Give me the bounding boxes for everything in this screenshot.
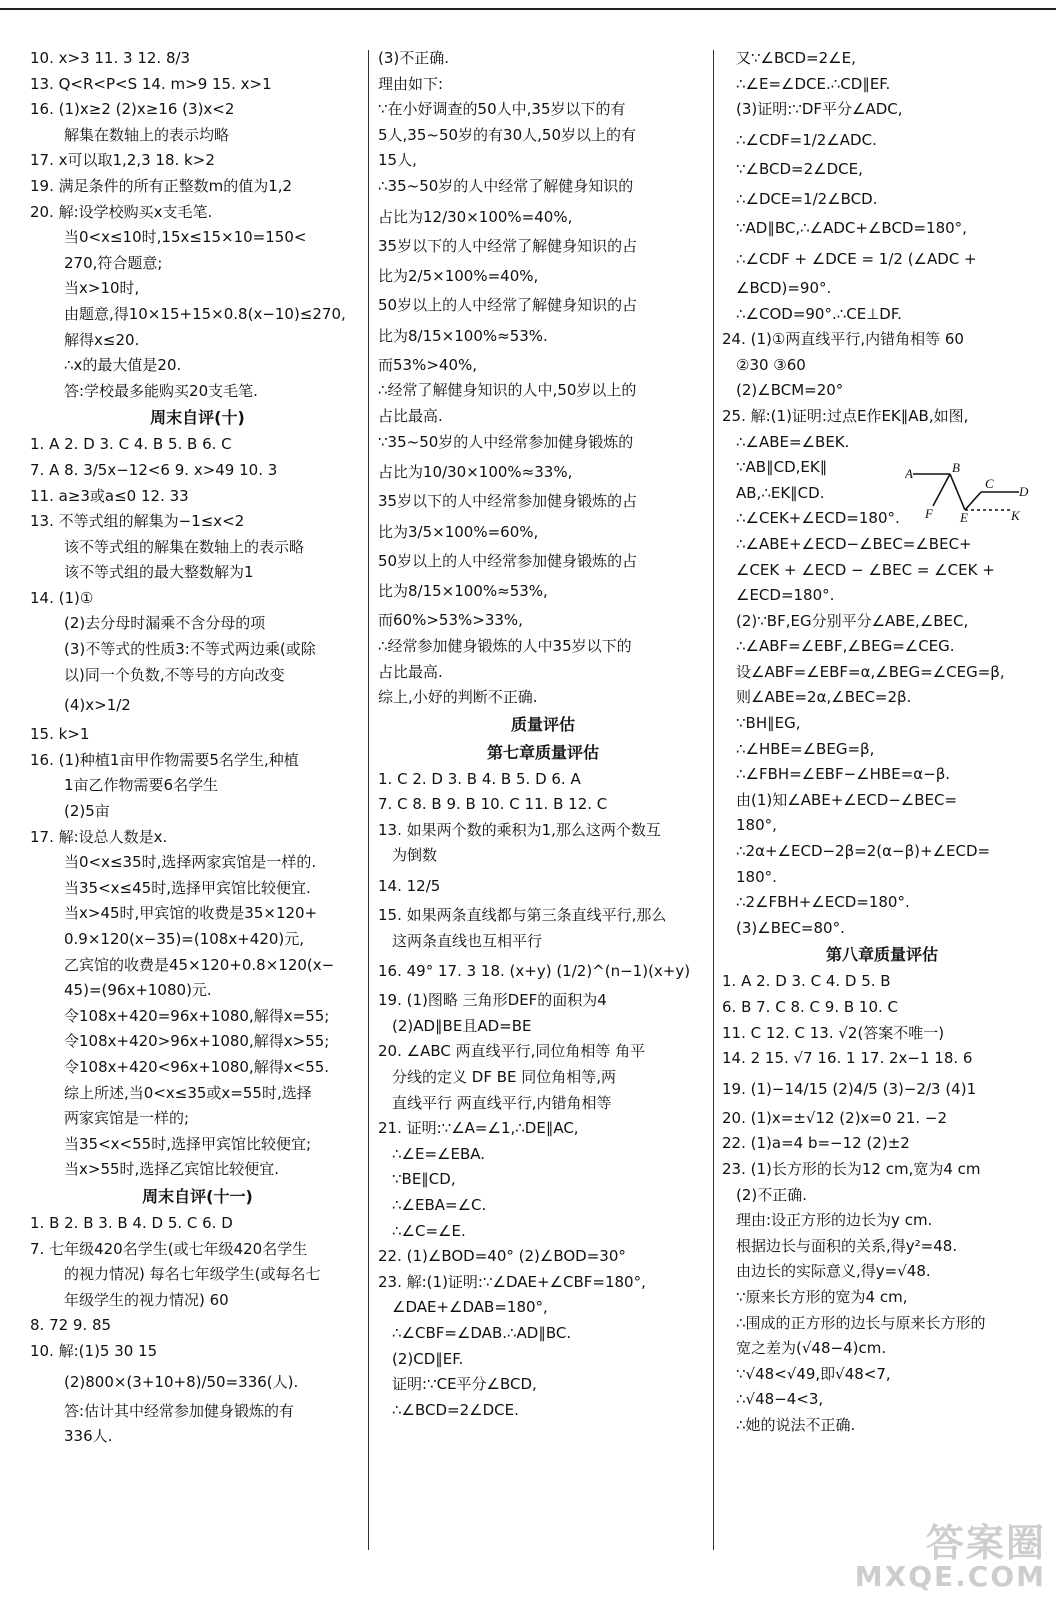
figure-label-c: C — [985, 476, 994, 491]
answer-line: ∴∠ABE=∠BEK. — [736, 432, 850, 451]
answer-line: 由题意,得10×15+15×0.8(x−10)≤270, — [64, 304, 346, 323]
answer-line: 两家宾馆是一样的; — [64, 1109, 190, 1128]
answer-line: 1. C 2. D 3. B 4. B 5. D 6. A — [378, 769, 581, 788]
section-heading: 周末自评(十一) — [142, 1186, 253, 1206]
figure-label-d: D — [1019, 484, 1029, 499]
answer-line: 当x>45时,甲宾馆的收费是35×120+ — [64, 904, 318, 923]
answer-line: 该不等式组的最大整数解为1 — [64, 563, 254, 582]
answer-line: ∵AB∥CD,EK∥ — [736, 458, 828, 477]
answer-line: 17. 解:设总人数是x. — [30, 827, 168, 846]
answer-line: ∴∠E=∠DCE.∴CD∥EF. — [736, 74, 891, 93]
answer-line: 10. x>3 11. 3 12. 8/3 — [30, 49, 191, 67]
section-heading: 第七章质量评估 — [486, 742, 599, 762]
answer-line: 当0<x≤35时,选择两家宾馆是一样的. — [64, 853, 317, 872]
answer-line: 直线平行 两直线平行,内错角相等 — [392, 1093, 612, 1112]
answer-line: 答:学校最多能购买20支毛笔. — [64, 381, 258, 400]
answer-line: 50岁以上的人中经常了解健身知识的占 — [378, 296, 638, 315]
answer-line: 16. (1)种植1亩甲作物需要5名学生,种植 — [30, 750, 299, 769]
answer-line: 占比为10/30×100%≈33%, — [378, 463, 573, 482]
answer-line: 占比最高. — [378, 662, 443, 681]
answer-line: ∵35~50岁的人中经常参加健身锻炼的 — [378, 432, 634, 451]
answer-line: 该不等式组的解集在数轴上的表示略 — [64, 537, 305, 556]
answer-line: ∴∠ABF=∠EBF,∠BEG=∠CEG. — [736, 637, 955, 656]
answer-line: (2)800×(3+10+8)/50=336(人). — [64, 1372, 299, 1391]
answer-line: 180°. — [736, 867, 777, 886]
answer-line: (2)CD∥EF. — [392, 1349, 464, 1368]
answer-line: 14. 2 15. √7 16. 1 17. 2x−1 18. 6 — [722, 1049, 973, 1068]
answer-line: 20. 解:设学校购买x支毛笔. — [30, 202, 213, 221]
answer-line: 由边长的实际意义,得y=√48. — [736, 1262, 931, 1281]
answer-line: 比为8/15×100%≈53%. — [378, 326, 548, 345]
answer-line: (2)5亩 — [64, 802, 110, 821]
answer-line: 15人, — [378, 151, 417, 170]
answer-line: 根据边长与面积的关系,得y²=48. — [736, 1236, 958, 1255]
answer-line: 21. 证明:∵∠A=∠1,∴DE∥AC, — [378, 1119, 579, 1138]
answer-line: 由(1)知∠ABE+∠ECD−∠BEC= — [736, 790, 958, 809]
answer-line: 7. C 8. B 9. B 10. C 11. B 12. C — [378, 795, 608, 814]
answer-line: ∴∠COD=90°.∴CE⊥DF. — [736, 304, 902, 323]
answer-line: 19. (1)−14/15 (2)4/5 (3)−2/3 (4)1 — [722, 1079, 977, 1098]
answer-line: ∴∠C=∠E. — [392, 1221, 466, 1240]
answer-line: (2)不正确. — [736, 1185, 808, 1204]
answer-line: 令108x+420<96x+1080,解得x<55. — [64, 1057, 330, 1076]
answer-line: 11. C 12. C 13. √2(答案不唯一) — [722, 1023, 945, 1042]
column-divider — [368, 50, 369, 1550]
answer-line: ∠ECD=180°. — [736, 586, 835, 605]
answer-line: 乙宾馆的收费是45×120+0.8×120(x− — [64, 955, 335, 974]
answer-line: 270,符合题意; — [64, 253, 163, 272]
answer-line: 20. ∠ABC 两直线平行,同位角相等 角平 — [378, 1042, 646, 1061]
answer-line: (2)去分母时漏乘不含分母的项 — [64, 614, 266, 633]
answer-line: 17. x可以取1,2,3 18. k>2 — [30, 151, 215, 170]
answer-line: 当x>55时,选择乙宾馆比较便宜. — [64, 1160, 280, 1179]
figure-label-b: B — [952, 462, 960, 475]
answer-line: 16. 49° 17. 3 18. (x+y) (1/2)^(n−1)(x+y) — [378, 962, 691, 981]
answer-line: 占比最高. — [378, 406, 443, 425]
answer-line: 这两条直线也互相平行 — [392, 931, 543, 950]
answer-line: (3)∠BEC=80°. — [736, 918, 845, 937]
answer-line: 宽之差为(√48−4)cm. — [736, 1339, 887, 1358]
answer-line: ∴2α+∠ECD−2β=2(α−β)+∠ECD= — [736, 842, 991, 861]
answer-line: 理由:设正方形的边长为y cm. — [736, 1211, 933, 1230]
answer-line: 11. a≥3或a≤0 12. 33 — [30, 486, 189, 505]
answer-line: 1. A 2. D 3. C 4. D 5. B — [722, 972, 891, 991]
answer-line: ∴∠CDF + ∠DCE = 1/2 (∠ADC + — [736, 249, 977, 268]
answer-line: (3)证明:∵DF平分∠ADC, — [736, 100, 903, 119]
watermark-url: MXQE.COM — [854, 1560, 1046, 1593]
answer-line: 13. 如果两个数的乘积为1,那么这两个数互 — [378, 820, 661, 839]
answer-line: 答:估计其中经常参加健身锻炼的有 — [64, 1401, 295, 1420]
answer-line: ∴∠E=∠EBA. — [392, 1144, 486, 1163]
answer-line: 23. 解:(1)证明:∵∠DAE+∠CBF=180°, — [378, 1272, 646, 1291]
answer-line: 当0<x≤10时,15x≤15×10=150< — [64, 228, 307, 247]
answer-line: 35岁以下的人中经常了解健身知识的占 — [378, 236, 638, 255]
answer-line: ∠DAE+∠DAB=180°, — [392, 1298, 548, 1317]
answer-line: (2)∠BCM=20° — [736, 381, 844, 400]
answer-line: ∴她的说法不正确. — [736, 1415, 856, 1434]
answer-line: 5人,35~50岁的有30人,50岁以上的有 — [378, 125, 636, 144]
answer-line: 7. A 8. 3/5x−12<6 9. x>49 10. 3 — [30, 460, 278, 479]
answer-line: ∴∠CBF=∠DAB.∴AD∥BC. — [392, 1323, 572, 1342]
answer-line: 23. (1)长方形的长为12 cm,宽为4 cm — [722, 1159, 981, 1178]
answer-line: ∴35~50岁的人中经常了解健身知识的 — [378, 176, 634, 195]
section-heading: 质量评估 — [510, 714, 575, 734]
answer-line: 又∵∠BCD=2∠E, — [736, 49, 856, 67]
answer-line: 13. 不等式组的解集为−1≤x<2 — [30, 512, 245, 531]
answer-line: 则∠ABE=2α,∠BEC=2β. — [736, 688, 912, 707]
answer-line: ∵BH∥EG, — [736, 714, 801, 733]
answer-line: 35岁以下的人中经常参加健身锻炼的占 — [378, 492, 638, 511]
answer-line: 180°, — [736, 816, 777, 835]
answer-line: ∴∠DCE=1/2∠BCD. — [736, 190, 878, 209]
answer-line: 当35<x≤45时,选择甲宾馆比较便宜. — [64, 878, 311, 897]
answer-line: 比为2/5×100%=40%, — [378, 267, 539, 286]
answer-line: 1. A 2. D 3. C 4. B 5. B 6. C — [30, 435, 232, 454]
answer-line: 15. 如果两条直线都与第三条直线平行,那么 — [378, 906, 667, 925]
section-heading: 第八章质量评估 — [825, 945, 938, 965]
answer-line: 而60%>53%>33%, — [378, 611, 523, 630]
answer-line: 22. (1)∠BOD=40° (2)∠BOD=30° — [378, 1247, 626, 1266]
answer-line: 25. 解:(1)证明:过点E作EK∥AB,如图, — [722, 406, 969, 425]
answer-line: 19. 满足条件的所有正整数m的值为1,2 — [30, 176, 293, 195]
answer-line: ∴经常了解健身知识的人中,50岁以上的 — [378, 381, 637, 400]
answer-line: ②30 ③60 — [736, 355, 806, 374]
answer-line: 解集在数轴上的表示均略 — [64, 125, 230, 144]
answer-line: 14. 12/5 — [378, 877, 441, 896]
answer-line: 的视力情况) 每名七年级学生(或每名七 — [64, 1265, 321, 1284]
answer-line: AB,∴EK∥CD. — [736, 483, 825, 502]
answer-line: 比为8/15×100%≈53%, — [378, 582, 548, 601]
answer-line: 20. (1)x=±√12 (2)x=0 21. −2 — [722, 1108, 948, 1127]
answer-line: 当35<x<55时,选择甲宾馆比较便宜; — [64, 1134, 312, 1153]
answer-line: 16. (1)x≥2 (2)x≥16 (3)x<2 — [30, 100, 235, 119]
answer-line: 设∠ABF=∠EBF=α,∠BEG=∠CEG=β, — [736, 662, 1005, 681]
answer-line: 解得x≤20. — [64, 330, 140, 349]
answer-line: 6. B 7. C 8. C 9. B 10. C — [722, 998, 899, 1016]
answer-line: ∴∠CDF=1/2∠ADC. — [736, 130, 877, 149]
answer-line: ∴∠EBA=∠C. — [392, 1196, 487, 1214]
answer-line: (3)不等式的性质3:不等式两边乘(或除 — [64, 640, 316, 659]
answer-line: 理由如下: — [378, 74, 444, 93]
answer-line: 综上,小妤的判断不正确. — [378, 688, 538, 707]
watermark — [854, 1521, 1046, 1593]
answer-line: 45)=(96x+1080)元. — [64, 981, 212, 1000]
answer-line: ∴∠FBH=∠EBF−∠HBE=α−β. — [736, 765, 951, 784]
answer-line: 24. (1)①两直线平行,内错角相等 60 — [722, 330, 964, 349]
answer-line: 占比为12/30×100%=40%, — [378, 207, 573, 226]
answer-line: 7. 七年级420名学生(或七年级420名学生 — [30, 1239, 308, 1258]
answer-line: (3)不正确. — [378, 49, 450, 67]
answer-line: 50岁以上的人中经常参加健身锻炼的占 — [378, 551, 638, 570]
figure-label-k: K — [1011, 508, 1020, 523]
answer-line: 10. 解:(1)5 30 15 — [30, 1341, 158, 1360]
answer-line: 1. B 2. B 3. B 4. D 5. C 6. D — [30, 1213, 233, 1232]
answer-line: ∴2∠FBH+∠ECD=180°. — [736, 893, 910, 912]
answer-line: ∴∠BCD=2∠DCE. — [392, 1400, 519, 1419]
answer-line: 年级学生的视力情况) 60 — [64, 1290, 229, 1309]
answer-line: 13. Q<R<P<S 14. m>9 15. x>1 — [30, 74, 272, 93]
column-divider — [713, 50, 714, 1550]
figure-label-e: E — [960, 510, 968, 524]
answer-line: ∴∠CEK+∠ECD=180°. — [736, 509, 900, 528]
answer-line: 当x>10时, — [64, 279, 140, 298]
answer-line: 而53%>40%, — [378, 355, 478, 374]
watermark-logo: 答案圈 — [925, 1521, 1046, 1565]
answer-line: ∴经常参加健身锻炼的人中35岁以下的 — [378, 636, 632, 655]
answer-line: ∵√48<√49,即√48<7, — [736, 1364, 891, 1383]
answer-line: 以)同一个负数,不等号的方向改变 — [64, 665, 285, 684]
answer-line: 分线的定义 DF BE 同位角相等,两 — [392, 1068, 617, 1087]
answer-line: ∵在小妤调查的50人中,35岁以下的有 — [378, 100, 626, 119]
geometry-figure — [905, 462, 1030, 524]
figure-label-f: F — [925, 506, 933, 521]
answer-column-3 — [722, 46, 1042, 1439]
answer-line: (2)∵BF,EG分别平分∠ABE,∠BEC, — [736, 611, 969, 630]
answer-line: (4)x>1/2 — [64, 696, 131, 715]
answer-line: 令108x+420=96x+1080,解得x=55; — [64, 1006, 330, 1025]
answer-line: 为倒数 — [392, 846, 438, 865]
answer-line: 22. (1)a=4 b=−12 (2)±2 — [722, 1134, 910, 1153]
answer-line: ∵BE∥CD, — [392, 1170, 456, 1189]
answer-line: 1亩乙作物需要6名学生 — [64, 776, 219, 795]
answer-column-1 — [30, 46, 365, 1450]
answer-line: ∵∠BCD=2∠DCE, — [736, 159, 863, 178]
answer-line: ∴∠HBE=∠BEG=β, — [736, 739, 875, 758]
answer-line: ∴√48−4<3, — [736, 1390, 824, 1409]
answer-line: 比为3/5×100%=60%, — [378, 522, 539, 541]
answer-line: ∴x的最大值是20. — [64, 356, 182, 375]
answer-line: ∠BCD)=90°. — [736, 278, 832, 297]
answer-line: 综上所述,当0<x≤35或x=55时,选择 — [64, 1083, 312, 1102]
answer-line: 15. k>1 — [30, 725, 90, 744]
answer-line: 0.9×120(x−35)=(108x+420)元, — [64, 930, 305, 948]
section-heading: 周末自评(十) — [150, 408, 245, 428]
answer-line: (2)AD∥BE且AD=BE — [392, 1016, 532, 1035]
answer-line: 336人. — [64, 1427, 113, 1446]
top-rule — [0, 8, 1056, 10]
answer-line: 8. 72 9. 85 — [30, 1316, 112, 1335]
answer-line: ∵原来长方形的宽为4 cm, — [736, 1287, 908, 1306]
answer-line: 14. (1)① — [30, 588, 94, 607]
figure-label-a: A — [905, 466, 913, 481]
answer-line: ∴围成的正方形的边长与原来长方形的 — [736, 1313, 986, 1332]
answer-line: 令108x+420>96x+1080,解得x>55; — [64, 1032, 330, 1051]
answer-line: 19. (1)图略 三角形DEF的面积为4 — [378, 991, 607, 1010]
answer-line: ∵AD∥BC,∴∠ADC+∠BCD=180°, — [736, 219, 967, 238]
answer-line: ∠CEK + ∠ECD − ∠BEC = ∠CEK + — [736, 560, 995, 579]
answer-line: 证明:∵CE平分∠BCD, — [392, 1375, 537, 1394]
answer-column-2 — [378, 46, 708, 1423]
answer-line: ∴∠ABE+∠ECD−∠BEC=∠BEC+ — [736, 534, 972, 553]
